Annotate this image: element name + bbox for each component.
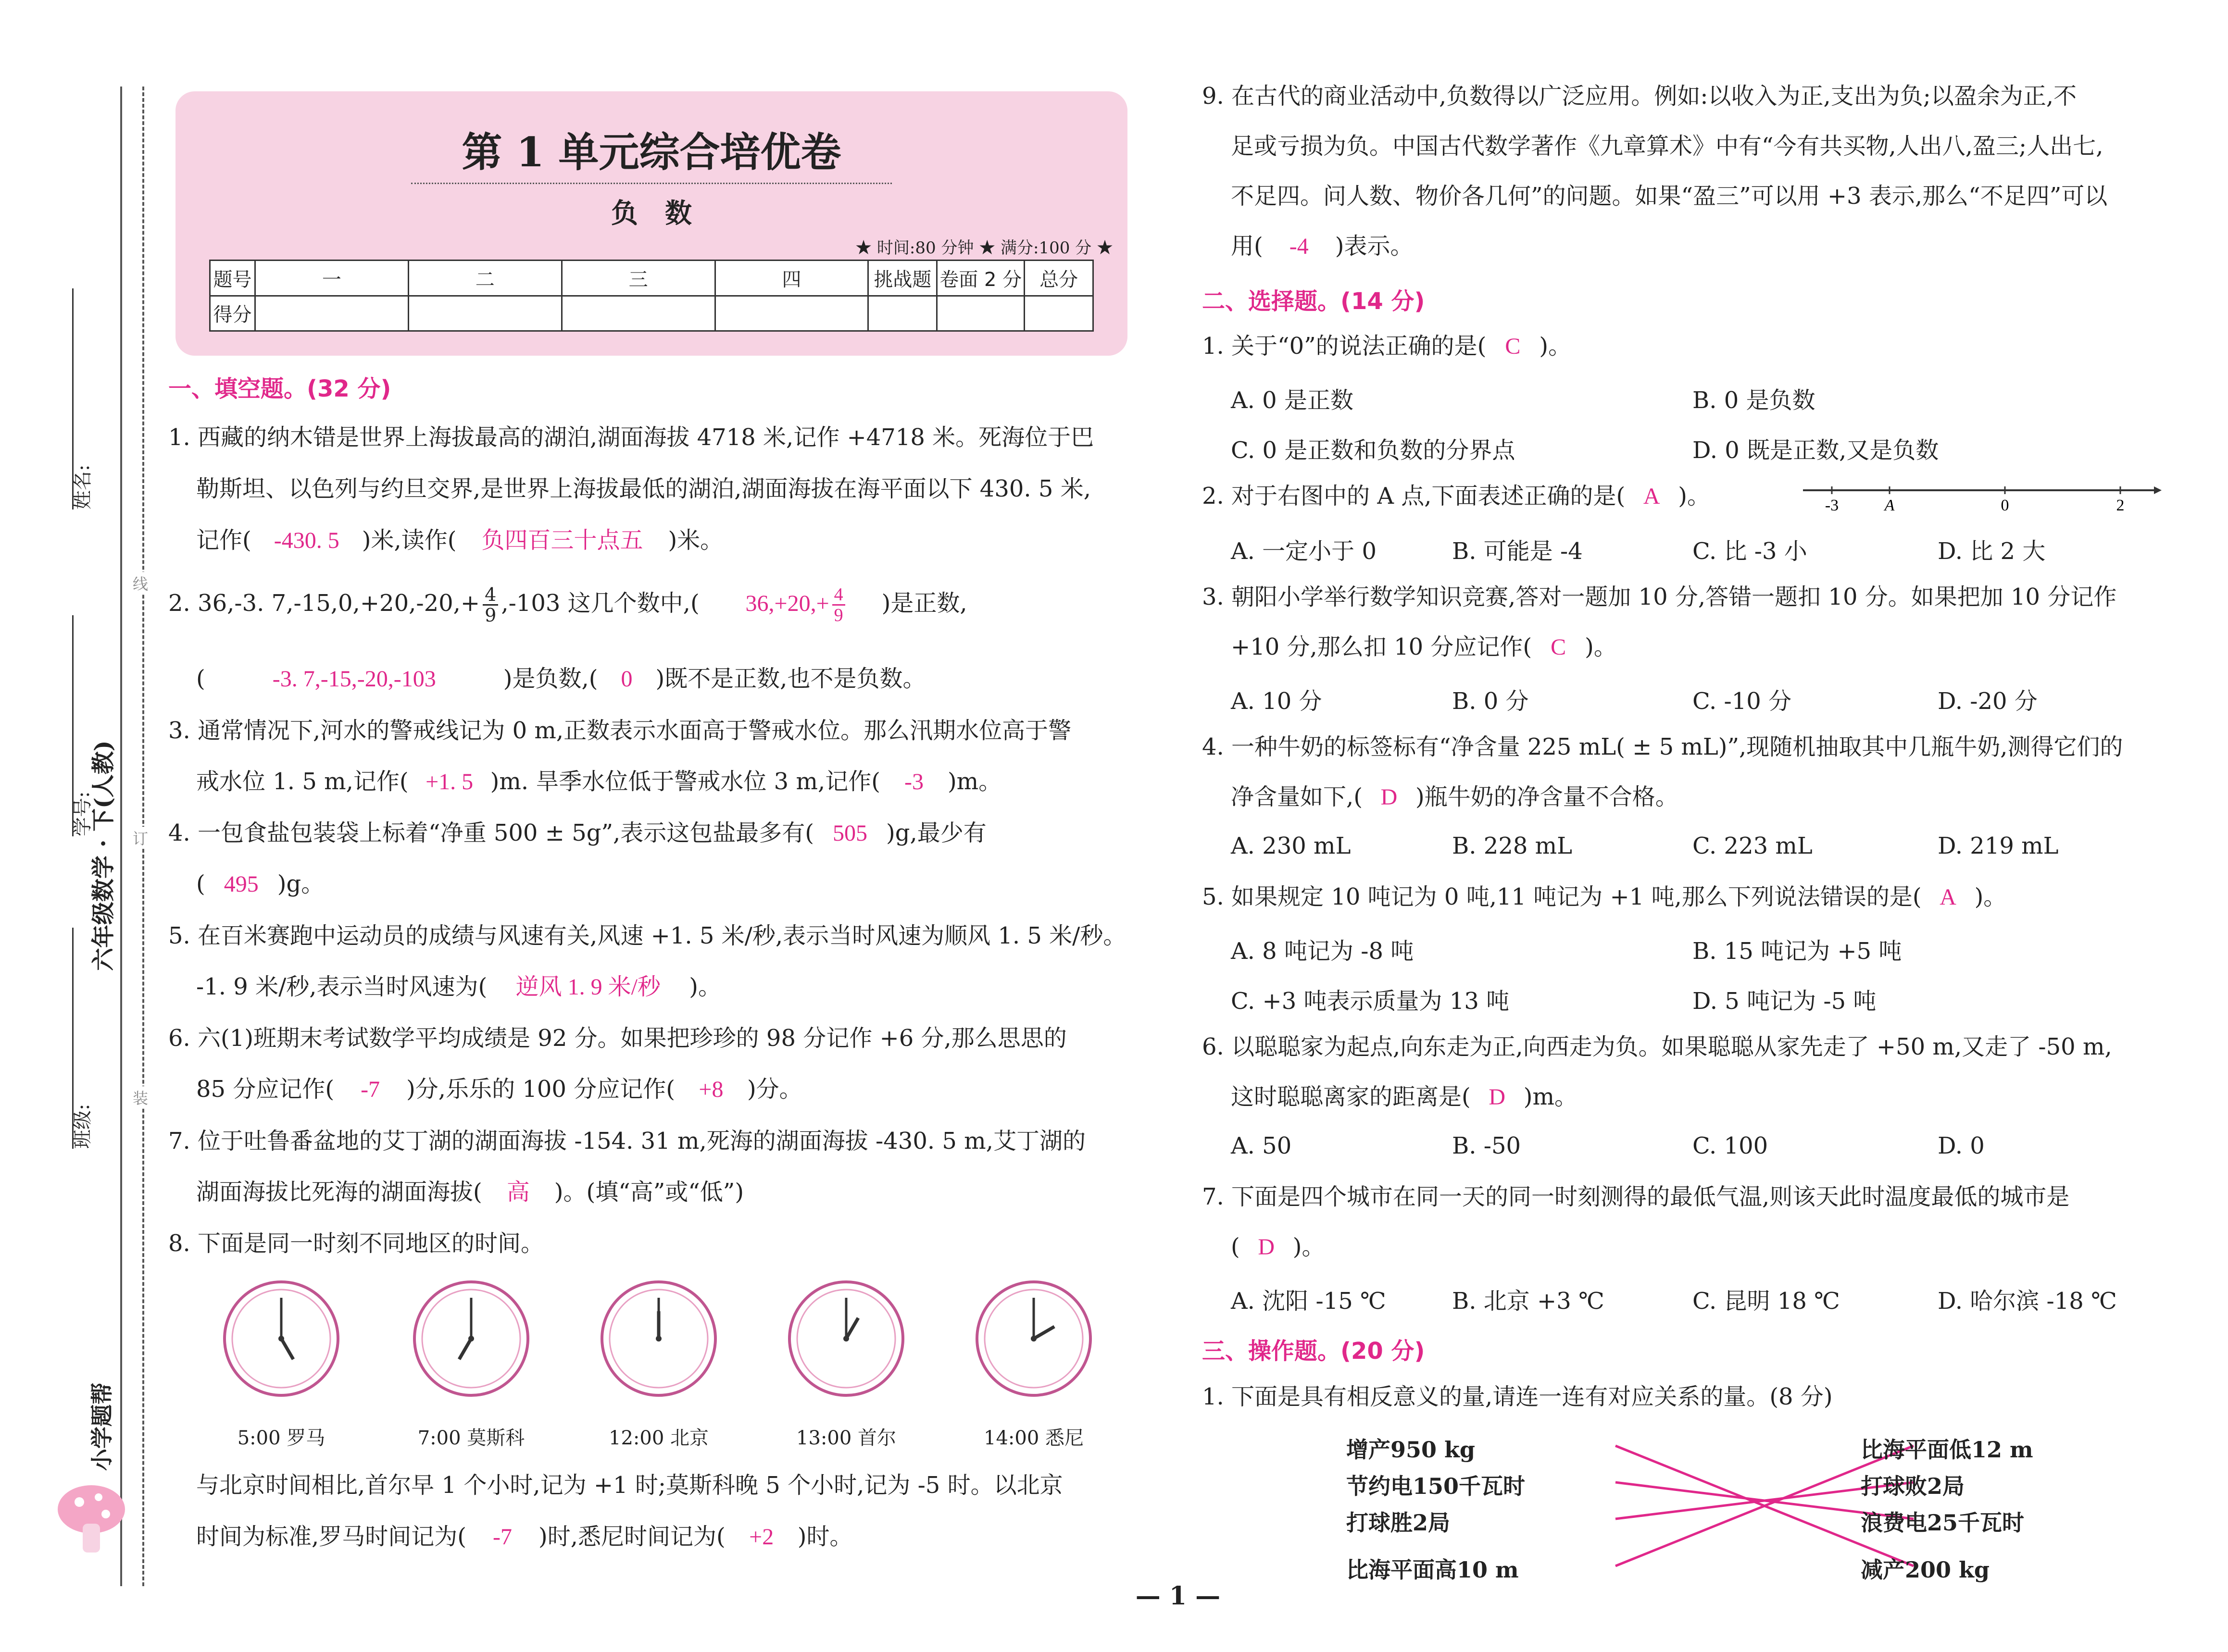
answer: D — [1380, 784, 1398, 810]
score-input-cell[interactable] — [715, 296, 868, 331]
c1-question: 1. 关于“0”的说法正确的是( C )。 — [1202, 332, 1571, 361]
fraction: $\frac{4}{9}$ — [483, 585, 498, 625]
clock-icon — [411, 1279, 531, 1399]
c5-question: 5. 如果规定 10 吨记为 0 吨,11 吨记为 +1 吨,那么下列说法错误的是( A )。 — [1202, 882, 2006, 912]
option-c: C. 0 是正数和负数的分界点 — [1231, 437, 1515, 464]
q1-line2: 勒斯坦、以色列与约旦交界,是世界上海拔最低的湖泊,湖面海拔在海平面以下 430. 5 米, — [196, 475, 1091, 502]
q8-line2: 与北京时间相比,首尔早 1 个小时,记为 +1 时;莫斯科晚 5 个小时,记为 -5 时。以北京 — [196, 1472, 1063, 1499]
option-c: C. 100 — [1692, 1132, 1768, 1159]
score-cell: 三 — [562, 261, 715, 296]
score-cell: 一 — [255, 261, 408, 296]
answer: C — [1505, 334, 1521, 359]
q6-line1: 6. 六(1)班期末考试数学平均成绩是 92 分。如果把珍珍的 98 分记作 +6 分,那么思思的 — [168, 1025, 1067, 1052]
c7-line1: 7. 下面是四个城市在同一天的同一时刻测得的最低气温,则该天此时温度最低的城市是 — [1202, 1183, 2070, 1210]
match-left-item[interactable]: 增产950 kg — [1346, 1437, 1476, 1463]
answer: +2 — [749, 1524, 774, 1550]
match-left-item[interactable]: 节约电150千瓦时 — [1346, 1473, 1526, 1499]
option-c: C. 比 -3 小 — [1692, 538, 1807, 565]
q5-line2: -1. 9 米/秒,表示当时风速为( 逆风 1. 9 米/秒 )。 — [196, 972, 721, 1002]
match-right-item[interactable]: 比海平面低12 m — [1861, 1437, 2033, 1463]
axis-label: A — [1884, 497, 1895, 514]
score-input-cell[interactable] — [868, 296, 937, 331]
axis-label: 2 — [2116, 497, 2125, 514]
option-d: D. 5 吨记为 -5 吨 — [1692, 988, 1877, 1015]
binding-strip — [0, 0, 154, 1652]
option-d: D. -20 分 — [1938, 688, 2038, 715]
q1-line1: 1. 西藏的纳木错是世界上海拔最高的湖泊,湖面海拔 4718 米,记作 +4718 米。死海位于巴 — [168, 424, 1094, 451]
option-a: A. 10 分 — [1231, 688, 1322, 715]
option-b: B. -50 — [1452, 1132, 1521, 1159]
q9-line2: 足或亏损为负。中国古代数学著作《九章算术》中有“今有共买物,人出八,盈三;人出七, — [1231, 133, 2103, 160]
q2-line1: 2. 36,-3. 7,-15,0,+20,-20,+ $\frac{4}{9}$ ,-103 这几个数中,( 36,+20,+ $\frac{4}{9}$ )是正数, — [168, 577, 967, 630]
c3-line2: +10 分,那么扣 10 分应记作( C )。 — [1231, 633, 1617, 662]
match-right-item[interactable]: 浪费电25千瓦时 — [1861, 1510, 2025, 1536]
q9-line1: 9. 在古代的商业活动中,负数得以广泛应用。例如:以收入为正,支出为负;以盈余为正,不 — [1202, 83, 2077, 110]
number-line — [1798, 481, 2164, 514]
answer: -7 — [361, 1077, 380, 1102]
answer: -3 — [904, 769, 924, 795]
score-input-cell[interactable] — [1025, 296, 1093, 331]
cut-line-mark: 线 — [133, 572, 148, 594]
q7-line2: 湖面海拔比死海的湖面海拔( 高 )。(填“高”或“低”) — [196, 1178, 744, 1207]
answer: D — [1258, 1234, 1275, 1260]
match-right-item[interactable]: 打球败2局 — [1861, 1473, 1965, 1499]
answer: +1. 5 — [426, 769, 474, 795]
page-title: 第 1 单元综合培优卷 — [462, 128, 841, 176]
option-b: B. 北京 +3 ℃ — [1452, 1288, 1604, 1315]
score-input-cell[interactable] — [255, 296, 408, 331]
match-left-item[interactable]: 打球胜2局 — [1346, 1510, 1451, 1536]
score-cell: 卷面 2 分 — [937, 261, 1025, 296]
c4-line1: 4. 一种牛奶的标签标有“净含量 225 mL( ± 5 mL)”,现随机抽取其中几瓶牛奶,测得它们的 — [1202, 733, 2123, 760]
title-underline — [411, 183, 892, 184]
option-b: B. 15 吨记为 +5 吨 — [1692, 938, 1902, 965]
q8-line3: 时间为标准,罗马时间记为( -7 )时,悉尼时间记为( +2 )时。 — [196, 1522, 852, 1552]
q3-line2: 戒水位 1. 5 m,记作( +1. 5 )m. 旱季水位低于警戒水位 3 m,记作( -3 )m。 — [196, 767, 1001, 796]
clock-row — [168, 1279, 1130, 1456]
answer: +8 — [699, 1077, 724, 1102]
matching-area — [1346, 1432, 2067, 1586]
option-b: B. 可能是 -4 — [1452, 538, 1583, 565]
option-a: A. 一定小于 0 — [1231, 538, 1377, 565]
option-c: C. +3 吨表示质量为 13 吨 — [1231, 988, 1510, 1015]
section3-heading: 三、操作题。(20 分) — [1202, 1338, 1425, 1365]
score-cell: 总分 — [1025, 261, 1093, 296]
mushroom-logo — [53, 1476, 130, 1562]
clock-icon — [221, 1279, 341, 1399]
name-underline — [72, 288, 74, 509]
clock-label: 14:00 悉尼 — [984, 1427, 1084, 1449]
q8-line1: 8. 下面是同一时刻不同地区的时间。 — [168, 1230, 544, 1257]
clock-label: 12:00 北京 — [609, 1427, 709, 1449]
answer: 36,+20,+ — [745, 591, 829, 616]
clock-label: 7:00 莫斯科 — [417, 1427, 525, 1449]
answer: A — [1643, 484, 1660, 509]
q3-line1: 3. 通常情况下,河水的警戒线记为 0 m,正数表示水面高于警戒水位。那么汛期水位高于警 — [168, 717, 1072, 744]
score-cell: 得分 — [210, 296, 255, 331]
section1 — [168, 365, 1130, 1577]
answer: 505 — [833, 820, 867, 846]
q4-line1: 4. 一包食盐包装袋上标着“净重 500 ± 5g”,表示这包盐最多有( 505 )g,最少有 — [168, 819, 987, 848]
q9-line4: 用( -4 )表示。 — [1231, 232, 1413, 261]
option-b: B. 228 mL — [1452, 832, 1573, 859]
answer: -7 — [493, 1524, 512, 1550]
id-underline — [72, 615, 74, 836]
cut-ding-mark: 订 — [133, 827, 148, 849]
fraction: $\frac{4}{9}$ — [832, 585, 845, 625]
option-c: C. 昆明 18 ℃ — [1692, 1288, 1840, 1315]
score-cell: 二 — [408, 261, 562, 296]
option-b: B. 0 是负数 — [1692, 387, 1815, 414]
book-title: 六年级数学 · 下(人教) — [90, 740, 117, 971]
answer: C — [1551, 634, 1566, 660]
page-number: — 1 — — [1135, 1581, 1221, 1611]
option-a: A. 8 吨记为 -8 吨 — [1231, 938, 1414, 965]
answer: A — [1940, 884, 1956, 910]
right-column — [1202, 82, 2173, 1581]
clock-icon — [786, 1279, 906, 1399]
match-left-item[interactable]: 比海平面高10 m — [1346, 1557, 1519, 1583]
exam-meta: ★ 时间:80 分钟 ★ 满分:100 分 ★ — [855, 238, 1113, 258]
clock-icon — [599, 1279, 719, 1399]
answer: -3. 7,-15,-20,-103 — [272, 666, 436, 692]
clock-label: 13:00 首尔 — [796, 1427, 896, 1449]
answer: -430. 5 — [274, 528, 339, 553]
option-d: D. 219 mL — [1938, 832, 2059, 859]
answer: D — [1489, 1084, 1506, 1110]
score-cell: 四 — [715, 261, 868, 296]
class-label: 班级: — [72, 1104, 94, 1149]
answer: 逆风 1. 9 米/秒 — [515, 974, 661, 1000]
name-label: 姓名: — [72, 464, 94, 509]
option-d: D. 哈尔滨 -18 ℃ — [1938, 1288, 2117, 1315]
option-a: A. 0 是正数 — [1231, 387, 1353, 414]
q4-line2: ( 495 )g。 — [196, 869, 324, 899]
c7-line2: ( D )。 — [1231, 1232, 1325, 1262]
q6-line2: 85 分应记作( -7 )分,乐乐的 100 分应记作( +8 )分。 — [196, 1075, 802, 1104]
c6-line2: 这时聪聪离家的距离是( D )m。 — [1231, 1082, 1577, 1112]
score-table — [209, 260, 1094, 332]
clock-icon — [974, 1279, 1094, 1399]
header-box — [175, 91, 1127, 356]
c6-line1: 6. 以聪聪家为起点,向东走为正,向西走为负。如果聪聪从家先走了 +50 m,又走了 -50 m, — [1202, 1033, 2112, 1060]
class-underline — [72, 928, 74, 1149]
id-label: 学号: — [72, 791, 94, 836]
axis-label: 0 — [2001, 497, 2009, 514]
clock-label: 5:00 罗马 — [237, 1427, 325, 1449]
page-subtitle: 负 数 — [611, 198, 692, 229]
option-a: A. 230 mL — [1231, 832, 1351, 859]
answer: 0 — [621, 666, 633, 692]
option-c: C. -10 分 — [1692, 688, 1792, 715]
c4-line2: 净含量如下,( D )瓶牛奶的净含量不合格。 — [1231, 783, 1678, 812]
score-input-cell[interactable] — [562, 296, 715, 331]
c2-question: 2. 对于右图中的 A 点,下面表述正确的是( A )。 — [1202, 482, 1710, 511]
option-c: C. 223 mL — [1692, 832, 1813, 859]
score-cell: 题号 — [210, 261, 255, 296]
answer: 495 — [224, 871, 259, 897]
q9-line3: 不足四。问人数、物价各几何”的问题。如果“盈三”可以用 +3 表示,那么“不足四”可以 — [1231, 183, 2108, 210]
option-d: D. 0 — [1938, 1132, 1985, 1159]
o1-line1: 1. 下面是具有相反意义的量,请连一连有对应关系的量。(8 分) — [1202, 1383, 1833, 1410]
option-b: B. 0 分 — [1452, 688, 1529, 715]
option-a: A. 沈阳 -15 ℃ — [1231, 1288, 1386, 1315]
brand-text: 小学题帮 — [89, 1382, 115, 1471]
score-input-cell[interactable] — [937, 296, 1025, 331]
q5-line1: 5. 在百米赛跑中运动员的成绩与风速有关,风速 +1. 5 米/秒,表示当时风速为顺风 1. 5 米/秒。 — [168, 922, 1127, 949]
c3-line1: 3. 朝阳小学举行数学知识竞赛,答对一题加 10 分,答错一题扣 10 分。如果把加 10 分记作 — [1202, 584, 2117, 610]
section1-heading: 一、填空题。(32 分) — [168, 375, 391, 402]
axis-label: -3 — [1825, 497, 1839, 514]
answer: -4 — [1289, 234, 1309, 259]
answer: 负四百三十点五 — [481, 528, 643, 553]
answer: 高 — [506, 1180, 530, 1205]
match-right-item[interactable]: 减产200 kg — [1861, 1557, 1990, 1583]
option-a: A. 50 — [1231, 1132, 1292, 1159]
score-input-cell[interactable] — [408, 296, 562, 331]
q1-line3: 记作( -430. 5 )米,读作( 负四百三十点五 )米。 — [196, 526, 723, 555]
option-d: D. 0 既是正数,又是负数 — [1692, 437, 1939, 464]
binding-solid-line — [120, 87, 122, 1586]
q7-line1: 7. 位于吐鲁番盆地的艾丁湖的湖面海拔 -154. 31 m,死海的湖面海拔 -430. 5 m,艾丁湖的 — [168, 1128, 1086, 1155]
option-d: D. 比 2 大 — [1938, 538, 2046, 565]
cut-zhuang-mark: 装 — [133, 1086, 148, 1108]
q2-line2: ( -3. 7,-15,-20,-103 )是负数,( 0 )既不是正数,也不是负数。 — [196, 664, 926, 694]
score-cell: 挑战题 — [868, 261, 937, 296]
section2-heading: 二、选择题。(14 分) — [1202, 288, 1425, 315]
